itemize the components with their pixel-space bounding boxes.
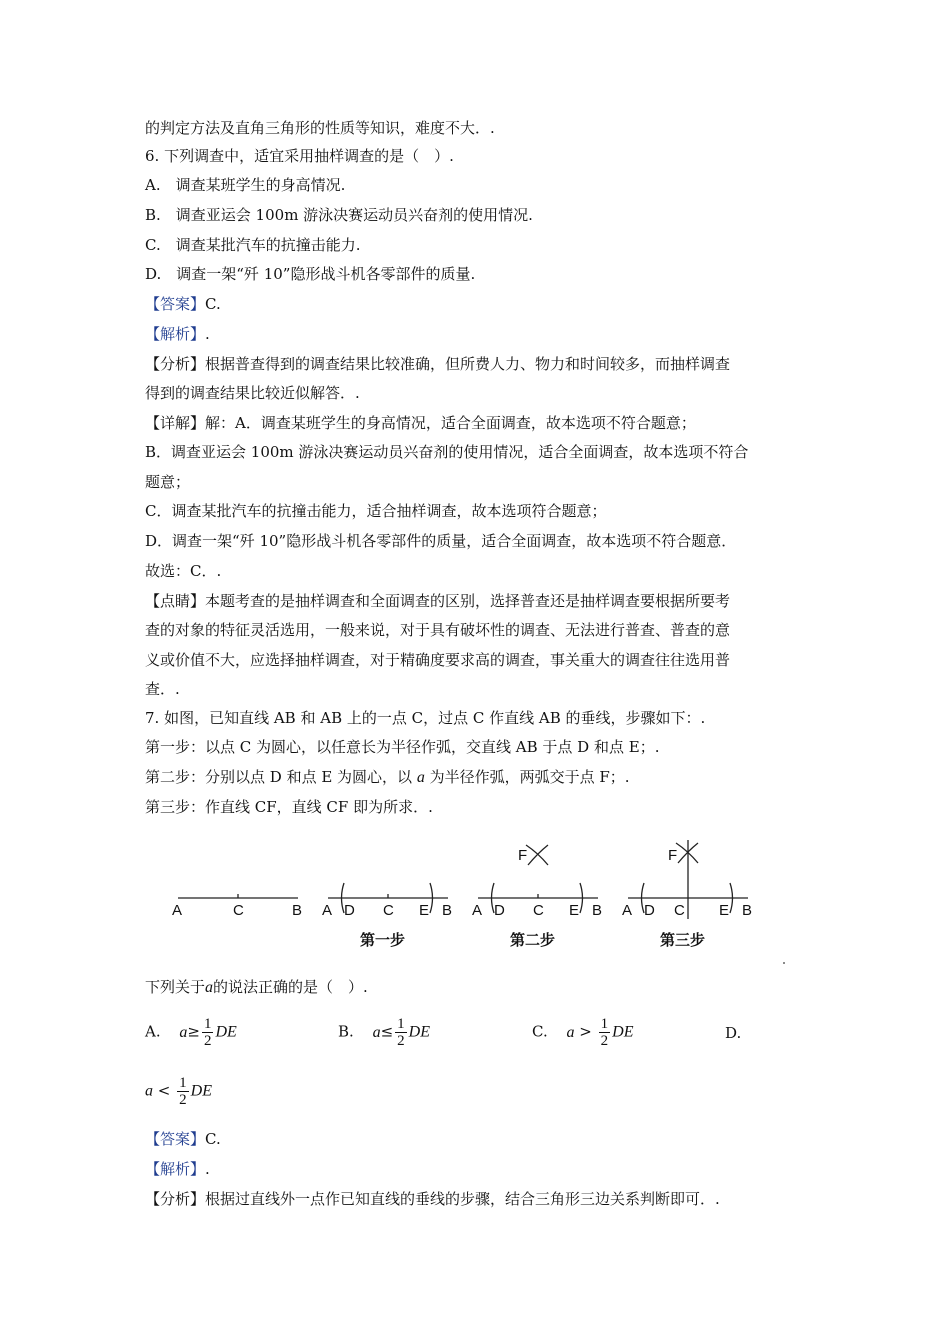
analysis-text: . [205, 325, 210, 343]
fenxi-text: 根据普查得到的调查结果比较准确，但所费人力、物力和时间较多，而抽样调查 [205, 355, 731, 373]
label-d: D [494, 902, 505, 919]
fenxi-line [145, 353, 815, 375]
segment-de: DE [215, 1023, 237, 1041]
q7-option-a [145, 1016, 237, 1049]
caption-step-3: 第三步 [660, 932, 706, 949]
label-a: A [472, 902, 483, 919]
label-b: B [292, 902, 303, 919]
fraction-half [177, 1075, 189, 1108]
fenxi-text: 根据过直线外一点作已知直线的垂线的步骤，结合三角形三边关系判断即可．. [205, 1190, 720, 1208]
label-c: C [674, 902, 685, 919]
detail-line-2: B．调查亚运会 100m 游泳决赛运动员兴奋剂的使用情况，适合全面调查，故本选项不符合 [145, 443, 749, 461]
detail-tag: 【详解】 [145, 414, 206, 432]
answer-tag: 【答案】 [145, 1130, 206, 1148]
fraction-half [202, 1016, 214, 1049]
step-3: 第三步：作直线 CF，直线 CF 即为所求．. [145, 798, 433, 816]
label-e: E [569, 902, 580, 919]
label-b: B [592, 902, 603, 919]
analysis-line [145, 323, 815, 345]
fraction-half [395, 1016, 407, 1049]
stray-dot [783, 962, 785, 964]
denominator: 2 [179, 1092, 187, 1108]
variable-a: a [145, 1082, 153, 1100]
relation-symbol: ≤ [380, 1022, 394, 1041]
relation-symbol: < [157, 1081, 171, 1100]
label-e: E [419, 902, 430, 919]
variable-a: a [205, 979, 214, 996]
segment-de: DE [612, 1023, 634, 1041]
label-d: D [644, 902, 655, 919]
detail-line-4: C．调查某批汽车的抗撞击能力，适合抽样调查，故本选项符合题意； [145, 502, 607, 520]
label-f: F [518, 847, 528, 864]
analysis-tag: 【解析】 [145, 1160, 206, 1178]
label-c: C [233, 902, 244, 919]
question-7-stem: 7. 如图，已知直线 AB 和 AB 上的一点 C，过点 C 作直线 AB 的垂线，步骤如下：. [145, 709, 706, 727]
question-7-ask [145, 976, 815, 999]
option-d: D. 调查一架“歼 10”隐形战斗机各零部件的质量. [145, 265, 476, 283]
detail-line-6: 故选：C．. [145, 562, 222, 580]
comment-line-3: 义或价值不大，应选择抽样调查，对于精确度要求高的调查，事关重大的调查往往选用普 [145, 651, 731, 669]
label-a: A [172, 902, 183, 919]
comment-text: 本题考查的是抽样调查和全面调查的区别，选择普查还是抽样调查要根据所要考 [205, 592, 731, 610]
step-2 [145, 766, 815, 789]
step-1: 第一步：以点 C 为圆心，以任意长为半径作弧，交直线 AB 于点 D 和点 E；. [145, 738, 660, 756]
numerator: 1 [179, 1075, 187, 1091]
detail-line-5: D．调查一架“歼 10”隐形战斗机各零部件的质量，适合全面调查，故本选项不符合题意． [145, 532, 737, 550]
segment-de: DE [190, 1082, 212, 1100]
fenxi-tag: 【分析】 [145, 1190, 206, 1208]
q7-fenxi-line [145, 1188, 815, 1210]
label-c: C [383, 902, 394, 919]
label-d: D [344, 902, 355, 919]
label-b: B [742, 902, 753, 919]
fraction-half [599, 1016, 611, 1049]
caption-step-1: 第一步 [360, 932, 406, 949]
label-c: C [533, 902, 544, 919]
option-label: A. [145, 1022, 161, 1041]
option-label: D. [725, 1024, 742, 1042]
analysis-text: . [205, 1160, 210, 1178]
label-a: A [322, 902, 333, 919]
denominator: 2 [600, 1033, 609, 1049]
q7-option-d-label [725, 1022, 741, 1044]
relation-symbol: > [579, 1022, 592, 1041]
denominator: 2 [203, 1033, 212, 1049]
detail-line [145, 412, 815, 434]
q7-analysis-line [145, 1158, 815, 1180]
answer-value: C. [205, 295, 221, 313]
step-2-text: 第二步：分别以点 D 和点 E 为圆心，以 [145, 768, 413, 786]
relation-symbol: ≥ [187, 1022, 200, 1041]
fenxi-line-2: 得到的调查结果比较近似解答．. [145, 384, 360, 402]
q7-option-b [338, 1016, 430, 1049]
ask-text-end: 的说法正确的是（ ）. [213, 978, 368, 996]
segment-de: DE [408, 1023, 430, 1041]
analysis-tag: 【解析】 [145, 325, 206, 343]
answer-tag: 【答案】 [145, 295, 206, 313]
option-b: B. 调查亚运会 100m 游泳决赛运动员兴奋剂的使用情况. [145, 206, 533, 224]
option-label: C. [532, 1022, 548, 1041]
denominator: 2 [397, 1033, 405, 1049]
variable-a: a [372, 1023, 381, 1041]
variable-a: a [566, 1023, 575, 1041]
label-f: F [668, 847, 678, 864]
comment-line [145, 590, 815, 612]
fenxi-tag: 【分析】 [145, 355, 206, 373]
comment-tag: 【点睛】 [145, 592, 206, 610]
q7-answer-line [145, 1128, 815, 1150]
ask-text: 下列关于 [145, 978, 206, 996]
numerator: 1 [203, 1016, 212, 1032]
label-e: E [719, 902, 730, 919]
comment-line-4: 查．. [145, 680, 180, 698]
answer-line [145, 293, 815, 315]
text-line: 的判定方法及直角三角形的性质等知识，难度不大．. [145, 119, 495, 137]
step-2-text-end: 为半径作弧，两弧交于点 F；. [429, 768, 630, 786]
variable-a: a [179, 1023, 188, 1041]
option-label: B. [338, 1022, 354, 1041]
numerator: 1 [397, 1016, 405, 1032]
q7-option-c [532, 1016, 633, 1049]
answer-value: C. [205, 1130, 221, 1148]
q7-option-d [145, 1075, 212, 1108]
detail-text: 解：A．调查某班学生的身高情况，适合全面调查，故本选项不符合题意； [205, 414, 696, 432]
construction-figure [160, 835, 780, 960]
label-b: B [442, 902, 453, 919]
option-c: C. 调查某批汽车的抗撞击能力. [145, 236, 361, 254]
comment-line-2: 查的对象的特征灵活选用，一般来说，对于具有破坏性的调查、无法进行普查、普查的意 [145, 621, 731, 639]
variable-a: a [416, 769, 425, 786]
numerator: 1 [600, 1016, 609, 1032]
label-a: A [622, 902, 633, 919]
question-6-stem: 6. 下列调查中，适宜采用抽样调查的是（ ）. [145, 147, 454, 165]
option-a: A. 调查某班学生的身高情况. [145, 176, 346, 194]
detail-line-3: 题意； [145, 473, 191, 491]
caption-step-2: 第二步 [510, 932, 556, 949]
